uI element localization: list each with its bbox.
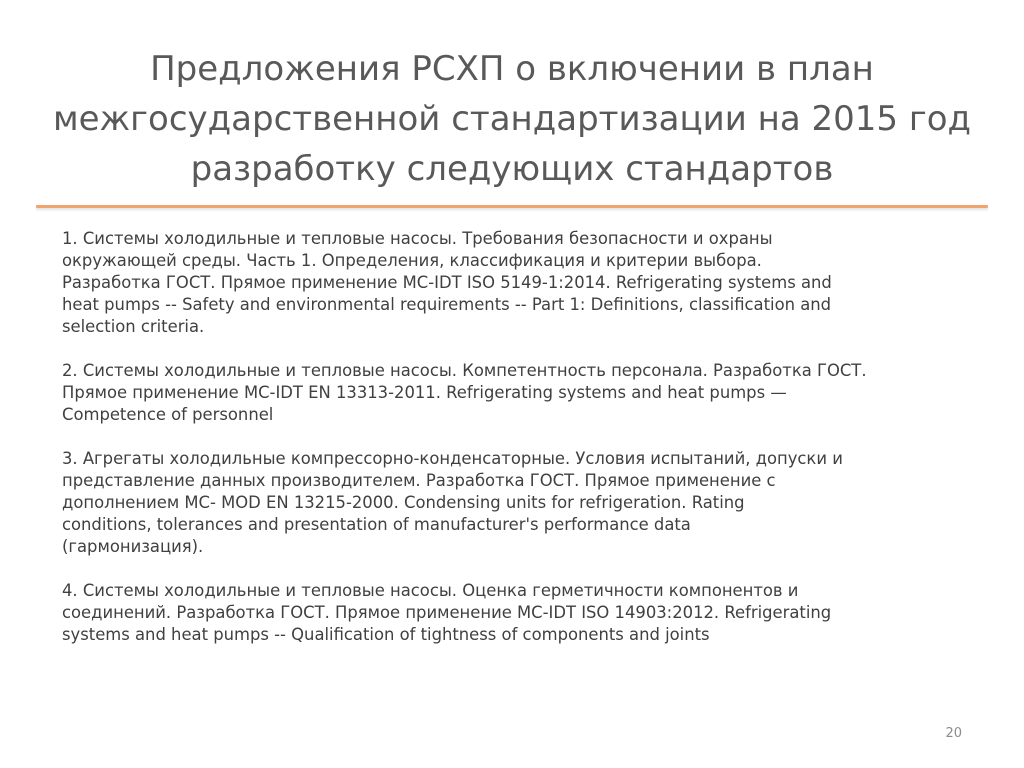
item-line: systems and heat pumps -- Qualification of tightness of components and joints: [62, 625, 710, 644]
item-line: дополнением МС- MOD EN 13215-2000. Condensing units for refrigeration. Rating: [62, 493, 745, 512]
item-line: (гармонизация).: [62, 537, 204, 556]
item-line: heat pumps -- Safety and environmental requirements -- Part 1: Definitions, classification and: [62, 295, 832, 314]
item-line: 2. Системы холодильные и тепловые насосы. Компетентность персонала. Разработка ГОСТ.: [62, 361, 867, 380]
item-line: Прямое применение МС-IDT EN 13313-2011. Refrigerating systems and heat pumps —: [62, 383, 787, 402]
title-line: разработку следующих стандартов: [190, 149, 834, 189]
item-line: 4. Системы холодильные и тепловые насосы. Оценка герметичности компонентов и: [62, 581, 799, 600]
standards-list: [62, 228, 974, 668]
title-line: межгосударственной стандартизации на 2015 год: [52, 99, 972, 139]
item-line: 1. Системы холодильные и тепловые насосы. Требования безопасности и охраны: [62, 229, 773, 248]
item-line: Competence of personnel: [62, 405, 274, 424]
slide-title: [40, 44, 984, 194]
item-line: соединений. Разработка ГОСТ. Прямое применение МС-IDT ISO 14903:2012. Refrigerating: [62, 603, 832, 622]
page-number: 20: [945, 726, 962, 741]
item-line: conditions, tolerances and presentation of manufacturer's performance data: [62, 515, 691, 534]
title-line: Предложения РСХП о включении в план: [150, 49, 874, 89]
list-item: [62, 448, 974, 558]
item-line: Разработка ГОСТ. Прямое применение МС-IDT ISO 5149-1:2014. Refrigerating systems and: [62, 273, 832, 292]
title-divider: [36, 205, 988, 208]
item-line: 3. Агрегаты холодильные компрессорно-конденсаторные. Условия испытаний, допуски и: [62, 449, 843, 468]
item-line: selection criteria.: [62, 317, 205, 336]
list-item: [62, 360, 974, 426]
item-line: представление данных производителем. Разработка ГОСТ. Прямое применение с: [62, 471, 776, 490]
item-line: окружающей среды. Часть 1. Определения, классификация и критерии выбора.: [62, 251, 762, 270]
list-item: [62, 580, 974, 646]
list-item: [62, 228, 974, 338]
